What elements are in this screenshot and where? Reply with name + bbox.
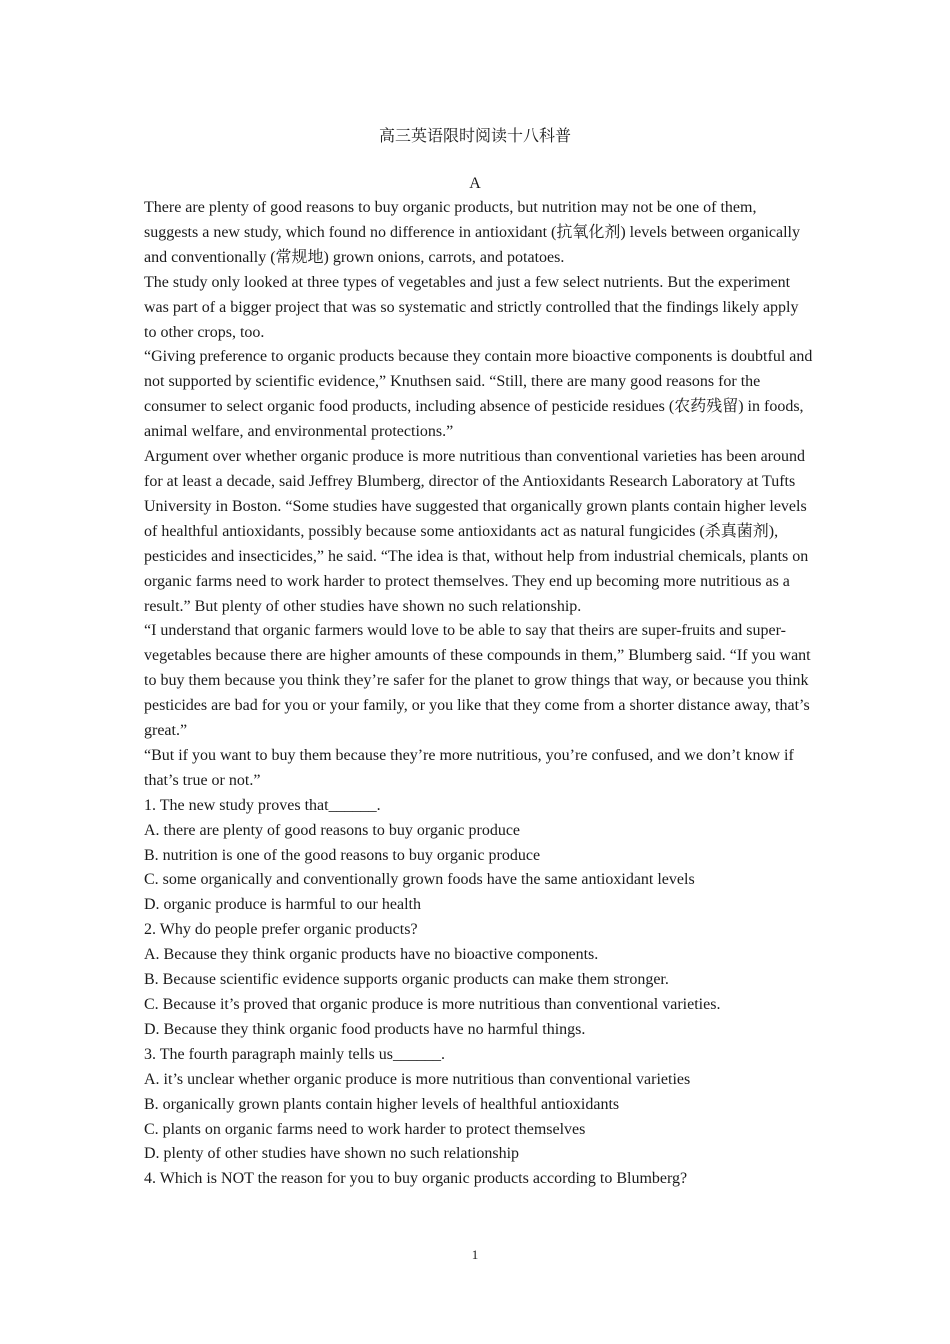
passage-paragraph: “I understand that organic farmers would love to be able to say that theirs are super-fruits and super-vegetables because there are higher amounts of these compounds in them,” Blumberg said. “If you want to buy them because you think they’re safer for the planet to grow things that way, or because you think pesticides are bad for you or your family, or you like that they come from a shorter distance away, that’s great.” bbox=[144, 622, 811, 740]
document-title: 高三英语限时阅读十八科普 bbox=[378, 128, 571, 145]
reading-body bbox=[144, 196, 814, 1192]
passage-paragraph: There are plenty of good reasons to buy organic products, but nutrition may not be one of them, suggests a new study, which found no difference in antioxidant (抗氧化剂) levels between organically and conventionally (常规地) grown onions, carrots, and potatoes. bbox=[144, 199, 800, 266]
question-option: A. it’s unclear whether organic produce is more nutritious than conventional varieties bbox=[144, 1070, 691, 1088]
question-option: B. nutrition is one of the good reasons to buy organic produce bbox=[144, 846, 541, 864]
question-option: B. Because scientific evidence supports organic products can make them stronger. bbox=[144, 971, 669, 989]
question-stem: 4. Which is NOT the reason for you to buy organic products according to Blumberg? bbox=[144, 1170, 688, 1188]
question-stem: 2. Why do people prefer organic products? bbox=[144, 921, 418, 939]
question-option: A. there are plenty of good reasons to buy organic produce bbox=[144, 821, 521, 839]
passage-paragraph: The study only looked at three types of vegetables and just a few select nutrients. But the experiment was part of a bigger project that was so systematic and strictly controlled that the findings likely apply to other crops, too. bbox=[144, 273, 799, 341]
question-stem: 3. The fourth paragraph mainly tells us______. bbox=[144, 1045, 445, 1063]
question-option: C. Because it’s proved that organic produce is more nutritious than conventional varieties. bbox=[144, 996, 721, 1013]
question-option: D. plenty of other studies have shown no such relationship bbox=[144, 1145, 520, 1163]
question-option: C. some organically and conventionally grown foods have the same antioxidant levels bbox=[144, 871, 695, 889]
passage-paragraph: “Giving preference to organic products because they contain more bioactive components is doubtful and not supported by scientific evidence,” Knuthsen said. “Still, there are many good reasons for the consumer to select organic food products, including absence of pesticide residues (农药残留) in foods, animal welfare, and environmental protections.” bbox=[144, 348, 813, 441]
question-option: D. organic produce is harmful to our health bbox=[144, 896, 421, 914]
question-stem: 1. The new study proves that______. bbox=[144, 796, 381, 814]
question-option: C. plants on organic farms need to work harder to protect themselves bbox=[144, 1120, 586, 1138]
passage-paragraph: “But if you want to buy them because they’re more nutritious, you’re confused, and we don’t know if that’s true or not.” bbox=[144, 746, 794, 789]
section-label: A bbox=[469, 175, 481, 192]
question-option: B. organically grown plants contain higher levels of healthful antioxidants bbox=[144, 1095, 620, 1113]
page-number: 1 bbox=[471, 1247, 479, 1262]
question-option: A. Because they think organic products have no bioactive components. bbox=[144, 946, 599, 964]
passage-paragraph: Argument over whether organic produce is more nutritious than conventional varieties has been around for at least a decade, said Jeffrey Blumberg, director of the Antioxidants Research Laboratory at Tufts University in Boston. “Some studies have suggested that organically grown plants contain higher levels of healthful antioxidants, possibly because some antioxidants act as natural fungicides (杀真菌剂), pesticides and insecticides,” he said. “The idea is that, without help from industrial chemicals, plants on organic farms need to work harder to protect themselves. They end up becoming more nutritious as a result.” But plenty of other studies have shown no such relationship. bbox=[144, 448, 809, 615]
question-option: D. Because they think organic food products have no harmful things. bbox=[144, 1020, 586, 1038]
